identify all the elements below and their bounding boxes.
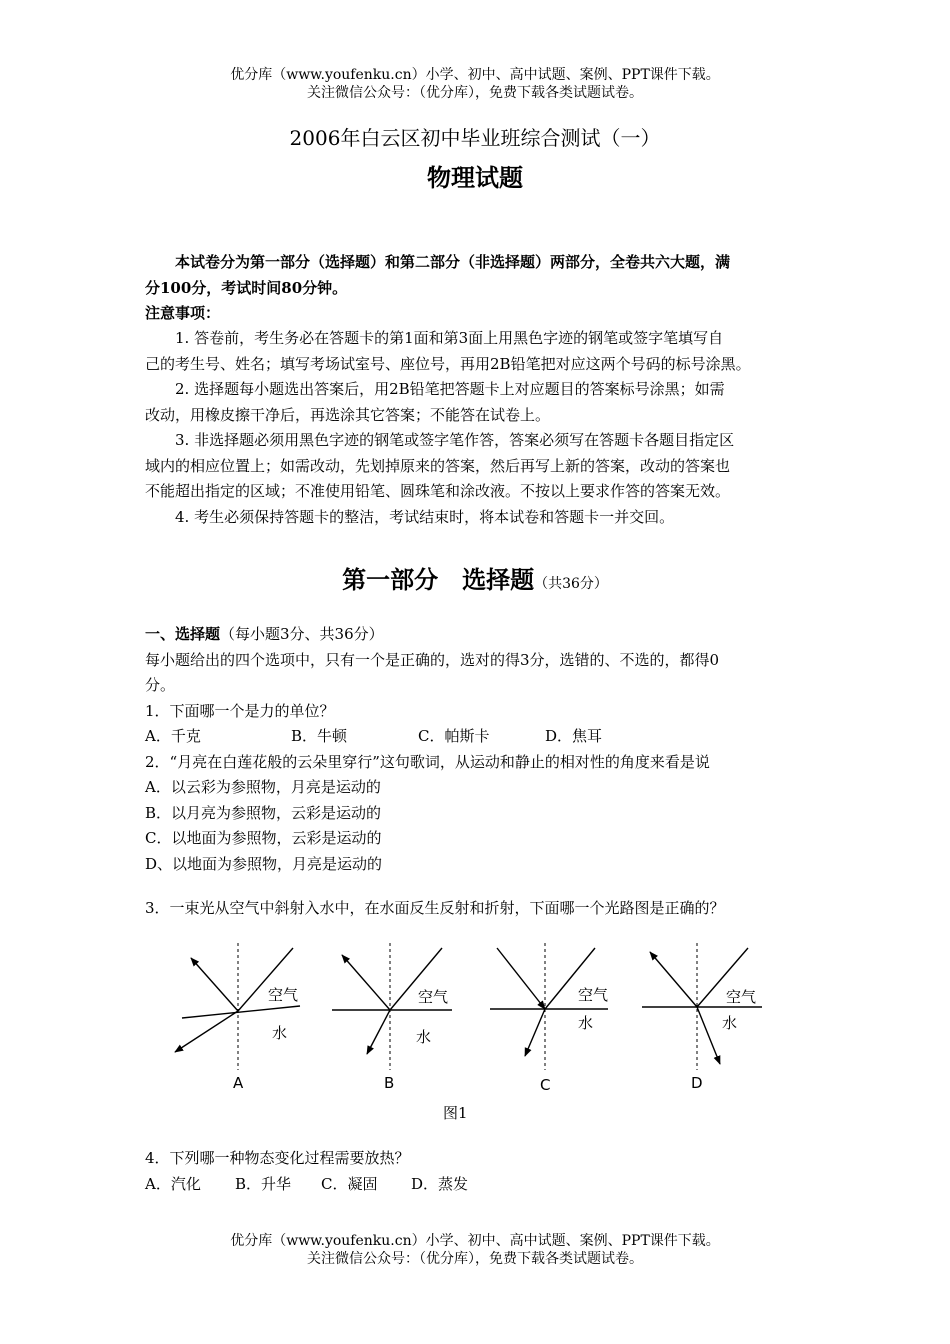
diagram-b [332, 943, 452, 1092]
diagram-b-ray-1 [342, 955, 390, 1010]
diagram-a-water-label: 水 [272, 1024, 288, 1042]
section1-label: 一、选择题 [145, 625, 221, 643]
q4-option-d: D．蒸发 [411, 1174, 469, 1193]
intro-line-2: 分100分，考试时间80分钟。 [145, 278, 348, 297]
notice-4-line-1: 4. 考生必须保持答题卡的整洁，考试结束时，将本试卷和答题卡一并交回。 [175, 507, 675, 526]
diagram-d-air-label: 空气 [726, 988, 757, 1006]
notice-2-line-2: 改动，用橡皮擦干净后，再选涂其它答案；不能答在试卷上。 [145, 405, 551, 424]
header-line-1: 优分库（www.youfenku.cn）小学、初中、高中试题、案例、PPT课件下载。 [230, 67, 720, 83]
section1-points: （每小题3分、共36分） [220, 625, 384, 643]
q1-option-c: C．帕斯卡 [418, 727, 490, 745]
notice-label: 注意事项： [145, 304, 221, 322]
q1-option-b: B．牛顿 [291, 727, 348, 745]
q2-option-b: B．以月亮为参照物，云彩是运动的 [145, 803, 382, 822]
diagram-c-ray-1 [497, 948, 545, 1009]
q2-stem: 2．“月亮在白莲花般的云朵里穿行”这句歌词，从运动和静止的相对性的角度来看是说 [145, 752, 710, 771]
q1-option-a: A．千克 [145, 727, 201, 745]
diagram-a-ray-1 [191, 958, 238, 1011]
notice-1-line-1: 1. 答卷前，考生务必在答题卡的第1面和第3面上用黑色字迹的钢笔或签字笔填写自 [175, 329, 724, 347]
diagram-c-water-label: 水 [578, 1014, 594, 1032]
diagram-b-air-label: 空气 [418, 988, 449, 1006]
diagram-b-water-label: 水 [416, 1028, 432, 1046]
notice-2-line-1: 2. 选择题每小题选出答案后，用2B铅笔把答题卡上对应题目的答案标号涂黑；如需 [175, 380, 725, 398]
diagram-d-water-label: 水 [722, 1014, 738, 1032]
diagram-d-ray-3 [697, 1007, 720, 1064]
part1-title: 第一部分 选择题 [342, 565, 535, 594]
diagram-d-ray-1 [650, 952, 697, 1007]
q4-option-b: B．升华 [235, 1174, 292, 1193]
header-line-2: 关注微信公众号：（优分库），免费下载各类试题试卷。 [307, 85, 643, 101]
part1-heading [0, 560, 950, 595]
diagram-a [175, 943, 300, 1092]
figure-1-diagrams [160, 938, 780, 1098]
section1-desc-2: 分。 [145, 676, 176, 694]
section1-block [145, 622, 815, 877]
q3-stem: 3．一束光从空气中斜射入水中，在水面反生反射和折射，下面哪一个光路图是正确的？ [145, 899, 725, 917]
notice-3-line-3: 不能超出指定的区域；不准使用铅笔、圆珠笔和涂改液。不按以上要求作答的答案无效。 [145, 482, 731, 500]
q1-option-d: D．焦耳 [545, 727, 603, 745]
q4-option-c: C．凝固 [321, 1174, 378, 1193]
diagram-d-letter: D [691, 1074, 703, 1092]
exam-subtitle: 物理试题 [427, 163, 523, 192]
section1-desc-1: 每小题给出的四个选项中，只有一个是正确的，选对的得3分，选错的、不选的，都得0 [145, 650, 720, 669]
q4-option-a: A．汽化 [145, 1174, 201, 1193]
q4-stem: 4．下列哪一种物态变化过程需要放热？ [145, 1149, 410, 1167]
diagram-a-letter: A [233, 1074, 244, 1092]
notice-list [145, 326, 815, 530]
notice-3-line-1: 3. 非选择题必须用黑色字迹的钢笔或签字笔作答，答案必须写在答题卡各题目指定区 [175, 431, 735, 449]
diagram-d [642, 943, 762, 1092]
q2-option-d: D、以地面为参照物，月亮是运动的 [145, 854, 383, 873]
footer-line-2: 关注微信公众号：（优分库），免费下载各类试题试卷。 [307, 1251, 643, 1267]
notice-3-line-2: 域内的相应位置上；如需改动，先划掉原来的答案，然后再写上新的答案，改动的答案也 [145, 456, 731, 475]
intro-block [145, 250, 815, 327]
diagram-c-air-label: 空气 [578, 986, 609, 1004]
diagram-c-letter: C [540, 1076, 551, 1094]
q2-option-a: A．以云彩为参照物，月亮是运动的 [145, 778, 381, 796]
notice-1-line-2: 己的考生号、姓名；填写考场试室号、座位号，再用2B铅笔把对应这两个号码的标号涂黑。 [145, 354, 751, 373]
exam-title: 2006年白云区初中毕业班综合测试（一） [289, 126, 661, 150]
part1-points: （共36分） [534, 576, 608, 592]
diagram-a-air-label: 空气 [268, 986, 299, 1004]
q1-stem: 1．下面哪一个是力的单位？ [145, 701, 335, 720]
footer-line-1: 优分库（www.youfenku.cn）小学、初中、高中试题、案例、PPT课件下载。 [230, 1233, 720, 1249]
intro-line-1: 本试卷分为第一部分（选择题）和第二部分（非选择题）两部分，全卷共六大题，满 [175, 253, 731, 271]
diagram-c [490, 943, 608, 1094]
q1-options [145, 724, 815, 750]
diagram-b-ray-3 [367, 1010, 390, 1054]
figure-1-caption: 图1 [443, 1104, 468, 1122]
diagram-c-ray-3 [525, 1009, 545, 1056]
q4-options [145, 1172, 815, 1198]
q4-block [145, 1146, 815, 1197]
q2-option-c: C．以地面为参照物，云彩是运动的 [145, 829, 382, 847]
diagram-b-letter: B [384, 1074, 395, 1092]
